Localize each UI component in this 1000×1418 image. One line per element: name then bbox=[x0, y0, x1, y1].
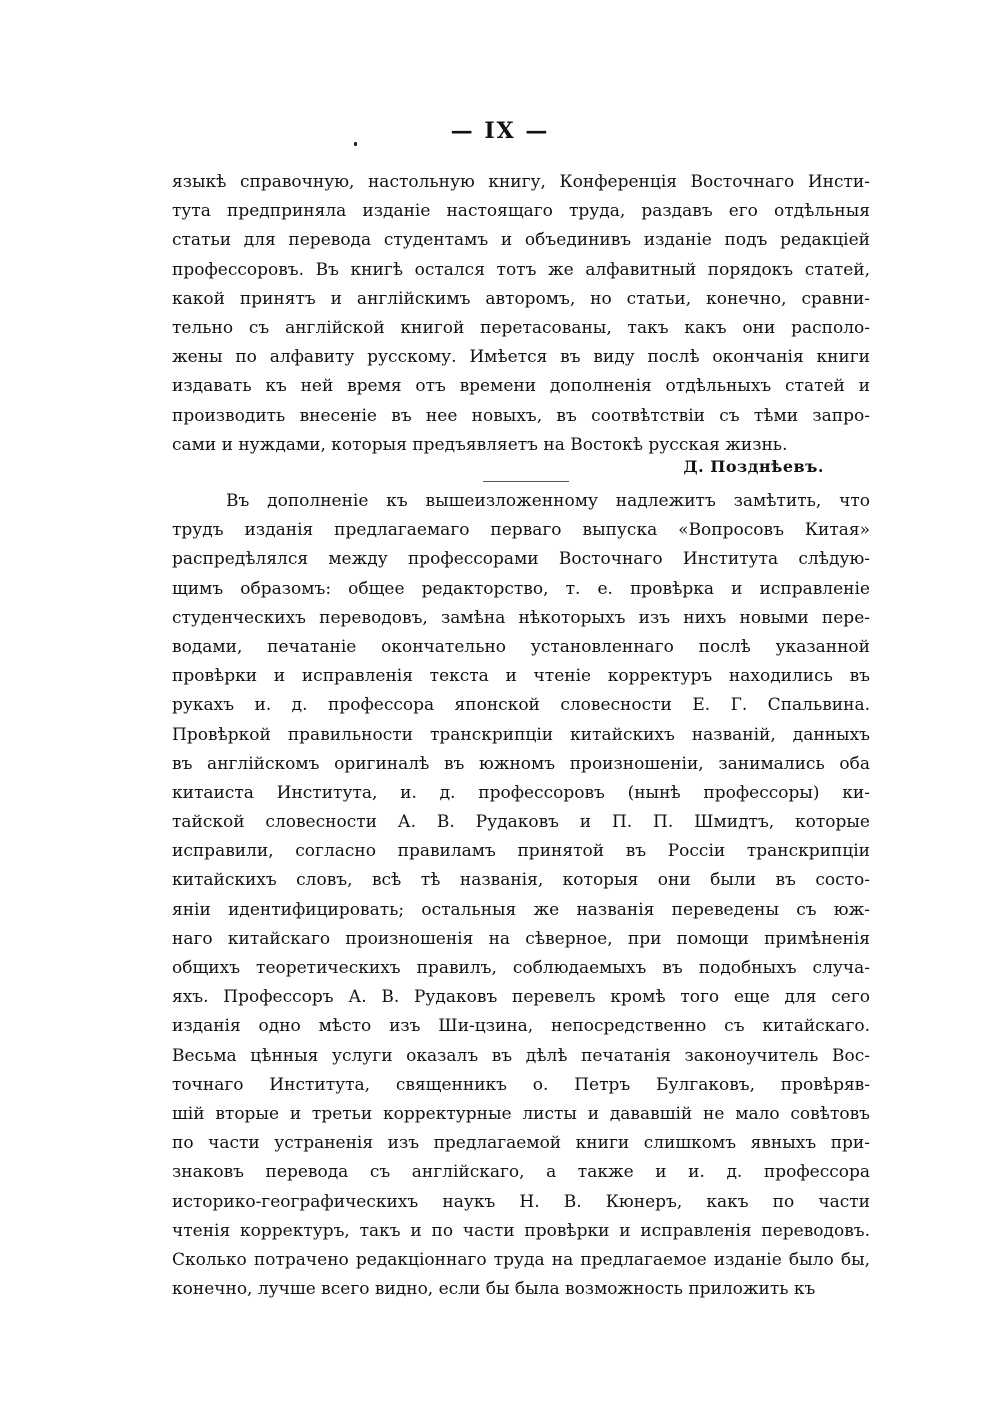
section-divider bbox=[483, 481, 569, 482]
text-line: чтенія корректуръ, такъ и по части провѣрки и исправленія переводовъ. bbox=[172, 1220, 870, 1241]
text-line: шій вторые и третьи корректурные листы и дававшій не мало совѣтовъ bbox=[172, 1103, 870, 1124]
text-line: исправили, согласно правиламъ принятой въ Россіи транскрипціи bbox=[172, 841, 870, 862]
text-line: яхъ. Профессоръ А. В. Рудаковъ перевелъ кромѣ того еще для сего bbox=[172, 987, 870, 1008]
text-line: точнаго Института, священникъ о. Петръ Булгаковъ, провѣряв- bbox=[172, 1074, 870, 1095]
text-line: распредѣлялся между профессорами Восточнаго Института слѣдую- bbox=[172, 549, 870, 570]
text-line: изданія одно мѣсто изъ Ши-цзина, непосредственно съ китайскаго. bbox=[172, 1016, 870, 1037]
text-line: яніи идентифицировать; остальныя же названія переведены съ юж- bbox=[172, 899, 870, 920]
text-line: конечно, лучше всего видно, если бы была возможность приложить къ bbox=[172, 1279, 816, 1300]
text-line: знаковъ перевода съ англійскаго, а также и и. д. профессора bbox=[172, 1162, 870, 1183]
text-line: общихъ теоретическихъ правилъ, соблюдаемыхъ въ подобныхъ случа- bbox=[172, 958, 870, 978]
text-line: Сколько потрачено редакціоннаго труда на предлагаемое изданіе было бы, bbox=[172, 1249, 870, 1270]
text-line: тута предприняла изданіе настоящаго труда, раздавъ его отдѣльныя bbox=[172, 201, 870, 222]
text-line: Въ дополненіе къ вышеизложенному надлежитъ замѣтить, что bbox=[226, 491, 870, 511]
text-line: китайскихъ словъ, всѣ тѣ названія, которыя они были въ состо- bbox=[172, 870, 870, 891]
text-line: историко-географическихъ наукъ Н. В. Кюнеръ, какъ по части bbox=[172, 1191, 870, 1212]
page-number: — IX — bbox=[450, 118, 550, 144]
text-line: китаиста Института, и. д. профессоровъ (нынѣ профессоры) ки- bbox=[172, 782, 870, 803]
text-line: производить внесеніе въ нее новыхъ, въ соотвѣтствіи съ тѣми запро- bbox=[172, 405, 870, 426]
text-line: въ англійскомъ оригиналѣ въ южномъ произношеніи, занимались оба bbox=[172, 753, 870, 774]
text-line: наго китайскаго произношенія на сѣверное, при помощи примѣненія bbox=[172, 928, 870, 949]
print-speck bbox=[354, 142, 357, 146]
text-line: щимъ образомъ: общее редакторство, т. е. провѣрка и исправленіе bbox=[172, 578, 870, 599]
text-line: Провѣркой правильности транскрипціи китайскихъ названій, данныхъ bbox=[172, 724, 870, 745]
text-line: тайской словесности А. В. Рудаковъ и П. П. Шмидтъ, которые bbox=[172, 812, 870, 833]
text-line: сами и нуждами, которыя предъявляетъ на Востокѣ русская жизнь. bbox=[172, 434, 788, 455]
text-line: профессоровъ. Въ книгѣ остался тотъ же алфавитный порядокъ статей, bbox=[172, 259, 870, 280]
text-line: жены по алфавиту русскому. Имѣется въ виду послѣ окончанія книги bbox=[172, 347, 870, 368]
text-line: трудъ изданія предлагаемаго перваго выпуска «Вопросовъ Китая» bbox=[172, 520, 870, 541]
text-line: водами, печатаніе окончательно установленнаго послѣ указанной bbox=[172, 636, 870, 657]
text-line: рукахъ и. д. профессора японской словесности Е. Г. Спальвина. bbox=[172, 695, 870, 716]
text-line: провѣрки и исправленія текста и чтеніе корректуръ находились въ bbox=[172, 666, 870, 687]
text-line: какой принятъ и англійскимъ авторомъ, но статьи, конечно, сравни- bbox=[172, 288, 870, 309]
text-line: Весьма цѣнныя услуги оказалъ въ дѣлѣ печатанія законоучитель Вос- bbox=[172, 1045, 870, 1066]
text-line: студенческихъ переводовъ, замѣна нѣкоторыхъ изъ нихъ новыми пере- bbox=[172, 607, 870, 628]
text-line: издавать къ ней время отъ времени дополненія отдѣльныхъ статей и bbox=[172, 376, 870, 397]
intro-paragraph bbox=[172, 168, 870, 460]
signature: Д. Позднѣевъ. bbox=[683, 457, 824, 476]
text-line: по части устраненія изъ предлагаемой книги слишкомъ явныхъ при- bbox=[172, 1133, 870, 1154]
text-line: тельно съ англійской книгой перетасованы, такъ какъ они располо- bbox=[172, 317, 870, 338]
main-paragraph bbox=[172, 487, 870, 1304]
text-line: статьи для перевода студентамъ и объединивъ изданіе подъ редакціей bbox=[172, 230, 870, 251]
text-line: языкѣ справочную, настольную книгу, Конференція Восточнаго Инсти- bbox=[172, 172, 870, 192]
